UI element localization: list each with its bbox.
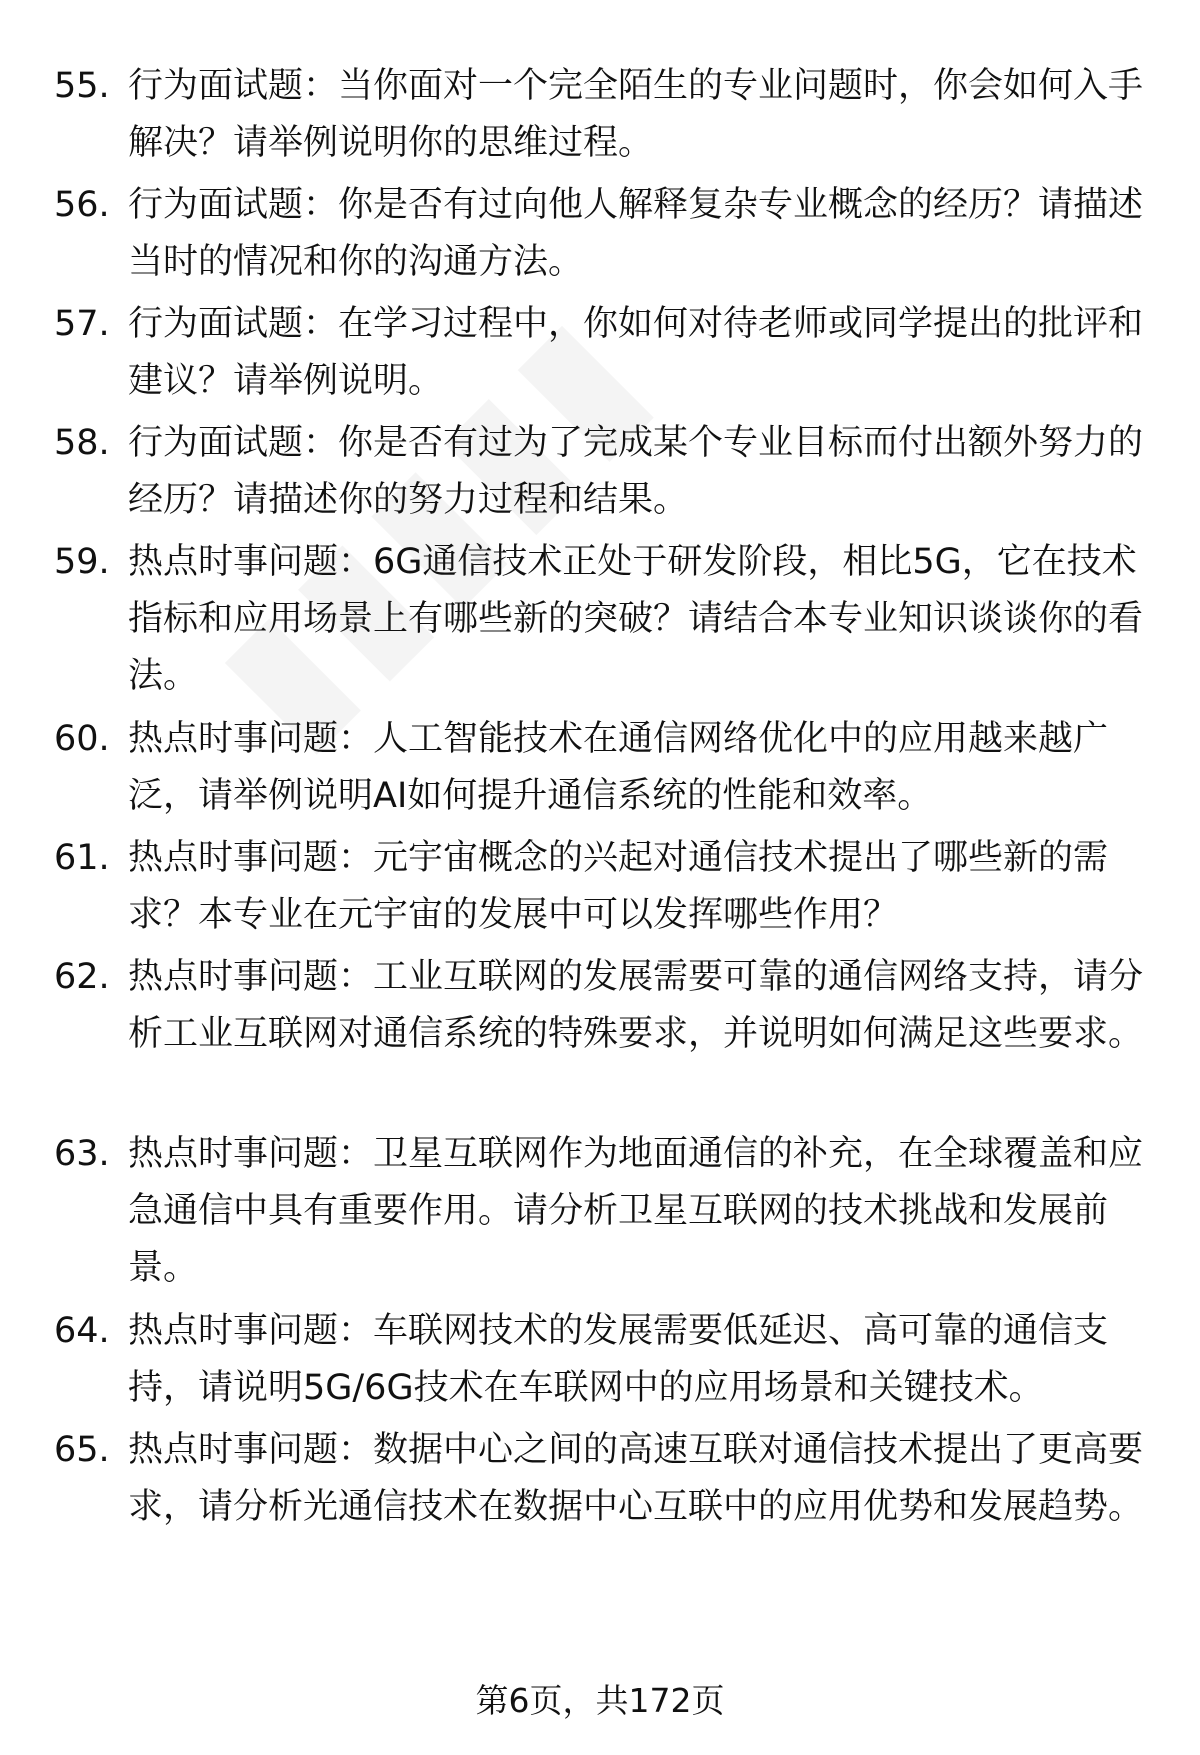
question-text: 热点时事问题：6G通信技术正处于研发阶段，相比5G，它在技术指标和应用场景上有哪些新的突破？请结合本专业知识谈谈你的看法。 xyxy=(128,542,1144,696)
question-number: 61. xyxy=(54,838,110,878)
question-number: 55. xyxy=(54,66,110,106)
question-text: 行为面试题：你是否有过向他人解释复杂专业概念的经历？请描述当时的情况和你的沟通方法。 xyxy=(128,185,1144,282)
question-item xyxy=(54,177,1154,291)
question-text: 热点时事问题：元宇宙概念的兴起对通信技术提出了哪些新的需求？本专业在元宇宙的发展中可以发挥哪些作用？ xyxy=(128,838,1109,935)
question-item xyxy=(54,1126,1154,1297)
question-item xyxy=(54,534,1154,705)
question-text: 热点时事问题：人工智能技术在通信网络优化中的应用越来越广泛，请举例说明AI如何提升通信系统的性能和效率。 xyxy=(128,719,1109,816)
question-number: 64. xyxy=(54,1311,110,1351)
question-text: 热点时事问题：工业互联网的发展需要可靠的通信网络支持，请分析工业互联网对通信系统的特殊要求，并说明如何满足这些要求。 xyxy=(128,957,1144,1054)
question-item xyxy=(54,1303,1154,1417)
question-item xyxy=(54,711,1154,825)
page-footer: 第6页，共172页 xyxy=(475,1681,725,1720)
question-number: 65. xyxy=(54,1430,110,1470)
question-item xyxy=(54,58,1154,172)
question-text: 热点时事问题：数据中心之间的高速互联对通信技术提出了更高要求，请分析光通信技术在数据中心互联中的应用优势和发展趋势。 xyxy=(128,1430,1144,1527)
question-text: 热点时事问题：车联网技术的发展需要低延迟、高可靠的通信支持，请说明5G/6G技术在车联网中的应用场景和关键技术。 xyxy=(128,1311,1109,1408)
question-item xyxy=(54,1422,1154,1536)
question-text: 行为面试题：你是否有过为了完成某个专业目标而付出额外努力的经历？请描述你的努力过程和结果。 xyxy=(128,423,1144,520)
question-number: 62. xyxy=(54,957,110,997)
question-number: 58. xyxy=(54,423,110,463)
question-number: 57. xyxy=(54,304,110,344)
question-number: 60. xyxy=(54,719,110,759)
question-number: 63. xyxy=(54,1134,110,1174)
question-text: 热点时事问题：卫星互联网作为地面通信的补充，在全球覆盖和应急通信中具有重要作用。请分析卫星互联网的技术挑战和发展前景。 xyxy=(128,1134,1144,1288)
question-text: 行为面试题：当你面对一个完全陌生的专业问题时，你会如何入手解决？请举例说明你的思维过程。 xyxy=(128,66,1144,163)
question-number: 56. xyxy=(54,185,110,225)
question-number: 59. xyxy=(54,542,110,582)
question-item xyxy=(54,415,1154,529)
question-text: 行为面试题：在学习过程中，你如何对待老师或同学提出的批评和建议？请举例说明。 xyxy=(128,304,1144,401)
question-item xyxy=(54,296,1154,410)
question-item xyxy=(54,830,1154,944)
question-item xyxy=(54,949,1154,1063)
